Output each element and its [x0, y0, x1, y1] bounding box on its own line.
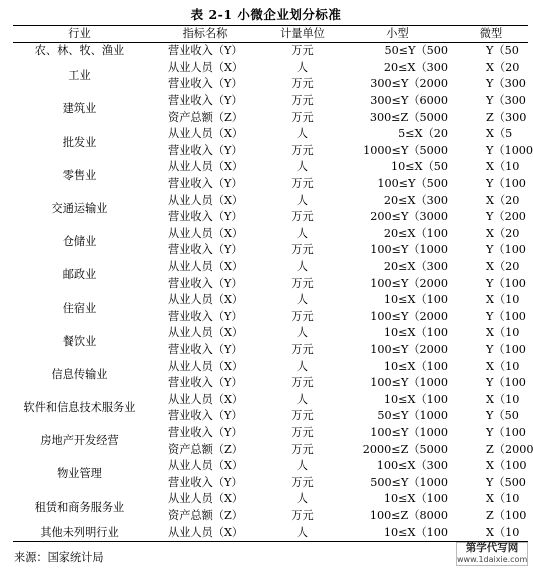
small-criteria-cell: 500≤Y（1000 [370, 475, 448, 489]
small-criteria-cell: 10≤X（100 [383, 492, 448, 506]
unit-cell: 万元 [291, 243, 314, 257]
unit-cell: 人 [296, 160, 309, 174]
unit-cell: 人 [296, 127, 309, 141]
small-criteria-cell: 5≤X（20 [398, 127, 448, 141]
industry-cell: 餐饮业 [62, 334, 97, 348]
small-criteria-cell: 100≤Y（1000 [370, 376, 448, 390]
small-criteria-cell: 300≤Y（6000 [370, 94, 448, 108]
industry-cell: 物业管理 [57, 467, 102, 481]
unit-cell: 万元 [291, 442, 314, 456]
small-criteria-cell: 10≤X（50 [391, 160, 448, 174]
small-criteria-cell: 100≤Y（2000 [370, 276, 448, 290]
metric-cell: 营业收入（Y） [168, 475, 243, 489]
metric-cell: 资产总额（Z） [168, 110, 243, 124]
unit-cell: 人 [296, 260, 309, 274]
metric-cell: 资产总额（Z） [168, 508, 243, 522]
small-criteria-cell: 10≤X（100 [383, 359, 448, 373]
small-criteria-cell: 100≤Y（1000 [370, 425, 448, 439]
table-row [13, 358, 528, 375]
small-criteria-cell: 100≤Y（2000 [370, 309, 448, 323]
unit-cell: 人 [296, 60, 309, 74]
micro-criteria-cell: Y（50 [486, 409, 519, 423]
metric-cell: 从业人员（X） [168, 293, 244, 307]
unit-cell: 万元 [291, 475, 314, 489]
metric-cell: 从业人员（X） [168, 260, 244, 274]
unit-cell: 人 [296, 359, 309, 373]
industry-cell: 仓储业 [62, 235, 97, 249]
table-title: 表 2-1 小微企业划分标准 [190, 7, 342, 22]
industry-cell: 零售业 [62, 168, 97, 182]
metric-cell: 资产总额（Z） [168, 442, 243, 456]
industry-cell: 批发业 [62, 135, 97, 149]
micro-criteria-cell: Z（300 [486, 110, 527, 124]
micro-criteria-cell: Y（100 [486, 342, 526, 356]
micro-criteria-cell: X（20 [486, 226, 520, 240]
table-row [13, 226, 528, 243]
table-row [13, 126, 528, 143]
metric-cell: 营业收入（Y） [168, 44, 243, 58]
industry-cell: 信息传输业 [51, 367, 108, 381]
metric-cell: 从业人员（X） [168, 127, 244, 141]
micro-criteria-cell: Y（300 [486, 94, 526, 108]
metric-cell: 从业人员（X） [168, 326, 244, 340]
unit-cell: 万元 [291, 508, 314, 522]
header-metric: 指标名称 [182, 27, 228, 40]
metric-cell: 从业人员（X） [168, 359, 244, 373]
metric-cell: 营业收入（Y） [168, 425, 243, 439]
unit-cell: 万元 [291, 210, 314, 224]
small-criteria-cell: 200≤Y（3000 [370, 210, 448, 224]
table-row [13, 391, 528, 408]
classification-table [13, 25, 533, 542]
micro-criteria-cell: X（20 [486, 260, 520, 274]
small-criteria-cell: 20≤X（300 [383, 60, 448, 74]
small-criteria-cell: 10≤X（100 [383, 293, 448, 307]
metric-cell: 营业收入（Y） [168, 276, 243, 290]
micro-criteria-cell: X（10 [486, 326, 520, 340]
unit-cell: 人 [296, 226, 309, 240]
unit-cell: 万元 [291, 376, 314, 390]
metric-cell: 营业收入（Y） [168, 177, 243, 191]
unit-cell: 万元 [291, 409, 314, 423]
micro-criteria-cell: Y（100 [486, 177, 526, 191]
watermark-text: 第学代写网 [465, 542, 519, 554]
unit-cell: 万元 [291, 276, 314, 290]
metric-cell: 营业收入（Y） [168, 143, 243, 157]
table-row [13, 60, 528, 77]
metric-cell: 从业人员（X） [168, 193, 244, 207]
industry-cell: 房地产开发经营 [40, 434, 119, 448]
industry-cell: 交通运输业 [51, 201, 108, 215]
micro-criteria-cell: Y（200 [486, 210, 526, 224]
header-industry: 行业 [68, 27, 91, 40]
micro-criteria-cell: X（10 [486, 293, 520, 307]
table-row [13, 425, 528, 442]
table-header-row [13, 26, 528, 43]
industry-cell: 住宿业 [62, 301, 97, 315]
unit-cell: 万元 [291, 143, 314, 157]
industry-cell: 软件和信息技术服务业 [23, 401, 136, 415]
micro-criteria-cell: X（10 [486, 525, 520, 539]
small-criteria-cell: 300≤Y（2000 [370, 77, 448, 91]
small-criteria-cell: 100≤Z（8000 [369, 508, 448, 522]
micro-criteria-cell: X（20 [486, 193, 520, 207]
industry-cell: 农、林、牧、渔业 [34, 44, 125, 58]
table-row [13, 159, 528, 176]
watermark-logo [456, 542, 528, 566]
small-criteria-cell: 20≤X（100 [383, 226, 448, 240]
unit-cell: 人 [296, 525, 309, 539]
micro-criteria-cell: X（20 [486, 60, 520, 74]
micro-criteria-cell: Y（1000 [486, 143, 533, 157]
table-row [13, 192, 528, 209]
unit-cell: 万元 [291, 425, 314, 439]
metric-cell: 营业收入（Y） [168, 77, 243, 91]
micro-criteria-cell: Y（300 [486, 77, 526, 91]
small-criteria-cell: 100≤Y（500 [377, 177, 448, 191]
table-row [13, 458, 528, 475]
small-criteria-cell: 100≤X（300 [376, 459, 448, 473]
metric-cell: 营业收入（Y） [168, 243, 243, 257]
metric-cell: 营业收入（Y） [168, 376, 243, 390]
small-criteria-cell: 2000≤Z（5000 [362, 442, 448, 456]
micro-criteria-cell: Y（100 [486, 425, 526, 439]
unit-cell: 万元 [291, 110, 314, 124]
small-criteria-cell: 10≤X（100 [383, 525, 448, 539]
small-criteria-cell: 20≤X（300 [383, 193, 448, 207]
metric-cell: 营业收入（Y） [168, 342, 243, 356]
metric-cell: 营业收入（Y） [168, 210, 243, 224]
unit-cell: 万元 [291, 77, 314, 91]
metric-cell: 从业人员（X） [168, 160, 244, 174]
micro-criteria-cell: Y（100 [486, 243, 526, 257]
metric-cell: 从业人员（X） [168, 226, 244, 240]
industry-cell: 租赁和商务服务业 [34, 500, 125, 514]
micro-criteria-cell: X（10 [486, 392, 520, 406]
table-row [13, 93, 528, 110]
micro-criteria-cell: X（100 [486, 459, 527, 473]
unit-cell: 万元 [291, 177, 314, 191]
small-criteria-cell: 10≤X（100 [383, 392, 448, 406]
small-criteria-cell: 300≤Z（5000 [369, 110, 448, 124]
unit-cell: 万元 [291, 342, 314, 356]
table-row [13, 43, 528, 60]
micro-criteria-cell: Y（100 [486, 376, 526, 390]
small-criteria-cell: 50≤Y（1000 [377, 409, 448, 423]
metric-cell: 从业人员（X） [168, 459, 244, 473]
header-small: 小型 [386, 27, 409, 40]
industry-cell: 邮政业 [62, 268, 97, 282]
micro-criteria-cell: X（10 [486, 160, 520, 174]
micro-criteria-cell: Y（100 [486, 309, 526, 323]
table-row [13, 292, 528, 309]
micro-criteria-cell: Z（100 [486, 508, 527, 522]
small-criteria-cell: 10≤X（100 [383, 326, 448, 340]
table-row [13, 491, 528, 508]
table-row [13, 259, 528, 276]
small-criteria-cell: 1000≤Y（5000 [363, 143, 448, 157]
small-criteria-cell: 20≤X（300 [383, 260, 448, 274]
metric-cell: 从业人员（X） [168, 392, 244, 406]
micro-criteria-cell: X（10 [486, 492, 520, 506]
table-body [13, 43, 533, 542]
source-note: 来源：国家统计局 [14, 551, 104, 564]
unit-cell: 人 [296, 492, 309, 506]
unit-cell: 万元 [291, 309, 314, 323]
table-row [13, 325, 528, 342]
unit-cell: 万元 [291, 44, 314, 58]
metric-cell: 从业人员（X） [168, 60, 244, 74]
unit-cell: 人 [296, 293, 309, 307]
table-row [13, 524, 528, 541]
industry-cell: 工业 [68, 69, 91, 83]
micro-criteria-cell: Y（50 [486, 44, 519, 58]
metric-cell: 营业收入（Y） [168, 94, 243, 108]
metric-cell: 从业人员（X） [168, 525, 244, 539]
industry-cell: 建筑业 [62, 102, 97, 116]
unit-cell: 人 [296, 392, 309, 406]
micro-criteria-cell: Y（100 [486, 276, 526, 290]
micro-criteria-cell: X（10 [486, 359, 520, 373]
small-criteria-cell: 100≤Y（2000 [370, 342, 448, 356]
industry-cell: 其他未列明行业 [40, 525, 119, 539]
metric-cell: 从业人员（X） [168, 492, 244, 506]
header-micro: 微型 [479, 27, 503, 40]
small-criteria-cell: 50≤Y（500 [384, 44, 448, 58]
watermark-url: www.1daixie.com [457, 555, 528, 564]
micro-criteria-cell: Y（500 [486, 475, 526, 489]
micro-criteria-cell: Z（2000 [486, 442, 533, 456]
unit-cell: 万元 [291, 94, 314, 108]
metric-cell: 营业收入（Y） [168, 409, 243, 423]
small-criteria-cell: 100≤Y（1000 [370, 243, 448, 257]
micro-criteria-cell: X（5 [486, 127, 513, 141]
header-unit: 计量单位 [280, 27, 325, 40]
metric-cell: 营业收入（Y） [168, 309, 243, 323]
unit-cell: 人 [296, 193, 309, 207]
unit-cell: 人 [296, 459, 309, 473]
unit-cell: 人 [296, 326, 309, 340]
